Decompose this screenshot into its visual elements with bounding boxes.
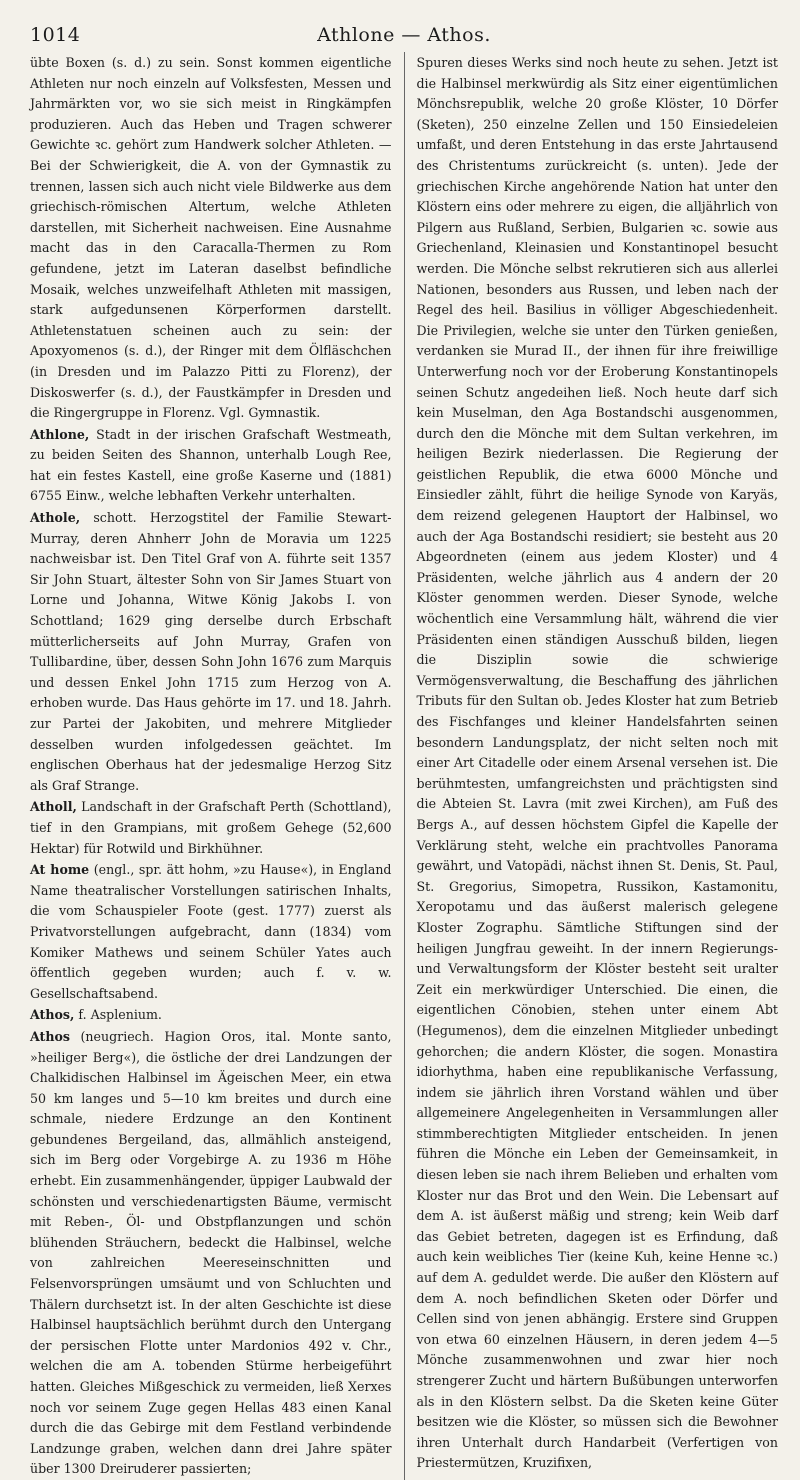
entry-text: Spuren dieses Werks sind noch heute zu sehen. Jetzt ist die Halbinsel merkwürdig als Sitz einer eigentümlichen Mönchsrepublik, welche 20 große Klöster, 10 Dörfer (Sketen), 250 einzelne Zellen und 150 Einsiedeleien umfaßt, und deren Entstehung in das erste Jahrtausend des Christentums zurückreicht (s. unten). Jede der griechischen Kirche angehörende Nation hat unter den Klöstern eins oder mehrere zu eigen, die alljährlich von Pilgern aus Rußland, Serbien, Bulgarien ꝛc. sowie aus Griechenland, Kleinasien und Konstantinopel besucht werden. Die Mönche selbst rekrutieren sich aus allerlei Nationen, besonders aus Russen, und leben nach der Regel des heil. Basilius in völliger Abgeschiedenheit. Die Privilegien, welche sie unter den Türken genießen, verdanken sie Murad II., der ihnen für ihre freiwillige Unterwerfung noch vor der Eroberung Konstantinopels seinen Schutz angedeihen ließ. Noch heute darf sich kein Muselman, den Aga Bostandschi ausgenommen, durch den die Mönche mit dem Sultan verkehren, im heiligen Bezirk niederlassen. Die Regierung der geistlichen Republik, die etwa 6000 Mönche und Einsiedler zählt, führt die heilige Synode von Karyäs, dem reizend gelegenen Hauptort der Halbinsel, wo auch der Aga Bostandschi residiert; sie besteht aus 20 Abgeordneten (einem aus jedem Kloster) und 4 Präsidenten, welche jährlich aus 4 andern der 20 Klöster genommen werden. Dieser Synode, welche wöchentlich eine Versammlung hält, während die vier Präsidenten einen ständigen Ausschuß bilden, liegen die Disziplin sowie die schwierige Vermögensverwaltung, die Beschaffung des jährlichen Tributs für den Sultan ob. Jedes Kloster hat zum Betrieb des Fischfanges und kleiner Handelsfahrten seinen besondern Landungsplatz, der nicht selten noch mit einer Art Citadelle oder einem Arsenal versehen ist. Die berühmtesten, umfangreichsten und prächtigsten sind die Abteien St. Lavra (mit zwei Kirchen), am Fuß des Bergs A., auf dessen höchstem Gipfel die Kapelle der Verklärung steht, welche ein prachtvolles Panorama gewährt, und Vatopädi, nächst ihnen St. Denis, St. Paul, St. Gregorius, Simopetra, Russikon, Kastamonitu, Xeropotamu und das äußerst malerisch gelegene Kloster Zographu. Sämtliche Stiftungen sind der heiligen Jungfrau geweiht. In der innern Regierungs- und Verwaltungsform der Klöster besteht seit uralter Zeit ein merkwürdiger Unterschied. Die einen, die eigentlichen Cönobien, stehen unter einem Abt (Hegumenos), dem die einzelnen Mitglieder unbedingt gehorchen; die andern Klöster, die sogen. Monastira idiorhythma, haben eine republikanische Verfassung, indem sie jährlich ihren Vorstand wählen und über allgemeinere Angelegenheiten in Versammlungen aller stimmberechtigten Mitglieder entscheiden. In jenen führen die Mönche ein Leben der Gemeinsamkeit, in diesen leben sie nach ihrem Belieben und erhalten vom Kloster nur das Brot und den Wein. Die Lebensart auf dem A. ist äußerst mäßig und streng; kein Weib darf das Gebiet betreten, dagegen ist es Erfindung, daß auch kein weibliches Tier (keine Kuh, keine Henne ꝛc.) auf dem A. geduldet werde. Die außer den Klöstern auf dem A. noch befindlichen Sketen oder Dörfer und Cellen sind von jenen abhängig. Erstere sind Gruppen von etwa 60 einzelnen Häusern, in deren jedem 4—5 Mönche zusammenwohnen und zwar hier noch strengerer Zucht und härtern Bußübungen unterworfen als in den Klöstern selbst. Da die Sketen keine Güter besitzen wie die Klöster, so müssen sich die Bewohner ihren Unterhalt durch Handarbeit (Verfertigen von Priestermützen, Kruzifixen, <box>416 55 778 1471</box>
entry-continuation <box>417 53 779 1474</box>
entry-headword: Athos <box>30 1028 71 1044</box>
entry-text: schott. Herzogstitel der Familie Stewart-Murray, deren Ahnherr John de Moravia um 1225 nachweisbar ist. Den Titel Graf von A. führte seit 1357 Sir John Stuart, ältester Sohn von Sir James Stuart von Lorne und Johanna, Witwe König Jakobs I. von Schottland; 1629 ging derselbe durch Erbschaft mütterlicherseits auf John Murray, Grafen von Tullibardine, über, dessen Sohn John 1676 zum Marquis und dessen Enkel John 1715 zum Herzog von A. erhoben wurde. Das Haus gehörte im 17. und 18. Jahrh. zur Partei der Jakobiten, und mehrere Mitglieder desselben wurden infolgedessen geächtet. Im englischen Oberhaus hat der jedesmalige Herzog Sitz als Graf Strange. <box>30 510 392 793</box>
entry-headword: Athole, <box>30 510 81 526</box>
running-head: Athlone — Athos. <box>317 24 491 46</box>
dictionary-entry <box>30 860 392 1004</box>
dictionary-entry <box>30 508 392 796</box>
text-columns <box>30 52 778 1480</box>
entry-text: f. Asplenium. <box>74 1007 162 1023</box>
entry-text: Landschaft in der Grafschaft Perth (Schottland), tief in den Grampians, mit großem Gehege (52,600 Hektar) für Rotwild und Birkhühner. <box>30 799 392 856</box>
entry-text: (neugriech. Hagion Oros, ital. Monte santo, »heiliger Berg«), die östliche der drei Landzungen der Chalkidischen Halbinsel im Ägeischen Meer, ein etwa 50 km langes und 5—10 km breites und durch eine schmale, niedere Erdzunge an den Kontinent gebundenes Bergeiland, das, allmählich ansteigend, sich im Berg oder Vorgebirge A. zu 1936 m Höhe erhebt. Ein zusammenhängender, üppiger Laubwald der schönsten und verschiedenartigsten Bäume, vermischt mit Reben-, Öl- und Obstpflanzungen und schön blühenden Sträuchern, bedeckt die Halbinsel, welche von zahlreichen Meereseinschnitten und Felsenvorsprüngen umsäumt und von Schluchten und Thälern durchsetzt ist. In der alten Geschichte ist diese Halbinsel hauptsächlich berühmt durch den Untergang der persischen Flotte unter Mardonios 492 v. Chr., welchen die am A. tobenden Stürme herbeigeführt hatten. Gleiches Mißgeschick zu vermeiden, ließ Xerxes noch vor seinem Zuge gegen Hellas 483 einen Kanal durch die das Gebirge mit dem Festland verbindende Landzunge graben, welchen dann drei Jahre später über 1300 Dreiruderer passierten; <box>30 1028 392 1477</box>
entry-headword: At home <box>30 862 90 878</box>
entry-continuation <box>30 53 392 424</box>
entry-text: (engl., spr. ätt hohm, »zu Hause«), in England Name theatralischer Vorstellungen satirischen Inhalts, die vom Schauspieler Foote (gest. 1777) zuerst als Privatvorstellungen aufgebracht, dann (1834) vom Komiker Mathews und seinem Schüler Yates auch öffentlich gegeben wurden; auch f. v. w. Gesellschaftsabend. <box>30 862 392 1001</box>
dictionary-entry <box>30 797 392 859</box>
right-column <box>417 52 779 1480</box>
dictionary-entry <box>30 1027 392 1480</box>
column-divider <box>404 52 405 1480</box>
dictionary-entry <box>30 425 392 507</box>
page-number: 1014 <box>30 24 81 46</box>
entry-headword: Athos, <box>30 1007 75 1023</box>
entry-headword: Athlone, <box>30 426 90 442</box>
entry-headword: Atholl, <box>30 799 77 815</box>
page-header <box>30 18 778 52</box>
entry-text: übte Boxen (s. d.) zu sein. Sonst kommen eigentliche Athleten nur noch einzeln auf Volksfesten, Messen und Jahrmärkten vor, wo sie sich meist in Ringkämpfen produzieren. Auch das Heben und Tragen schwerer Gewichte ꝛc. gehört zum Handwerk solcher Athleten. — Bei der Schwierigkeit, die A. von der Gymnastik zu trennen, lassen sich auch nicht viele Bildwerke aus dem griechisch-römischen Altertum, welche Athleten darstellen, mit Sicherheit nachweisen. Eine Ausnahme macht das in den Caracalla-Thermen zu Rom gefundene, jetzt im Lateran daselbst befindliche Mosaik, welches unzweifelhaft Athleten mit massigen, stark aufgedunsenen Körperformen darstellt. Athletenstatuen scheinen auch zu sein: der Apoxyomenos (s. d.), der Ringer mit dem Ölfläschchen (in Dresden und im Palazzo Pitti zu Florenz), der Diskoswerfer (s. d.), der Faustkämpfer in Dresden und die Ringergruppe in Florenz. Vgl. Gymnastik. <box>30 55 392 421</box>
dictionary-entry <box>30 1005 392 1026</box>
entry-text: Stadt in der irischen Grafschaft Westmeath, zu beiden Seiten des Shannon, unterhalb Lough Ree, hat ein festes Kastell, eine große Kaserne und (1881) 6755 Einw., welche lebhaften Verkehr unterhalten. <box>30 426 392 504</box>
left-column <box>30 52 392 1480</box>
